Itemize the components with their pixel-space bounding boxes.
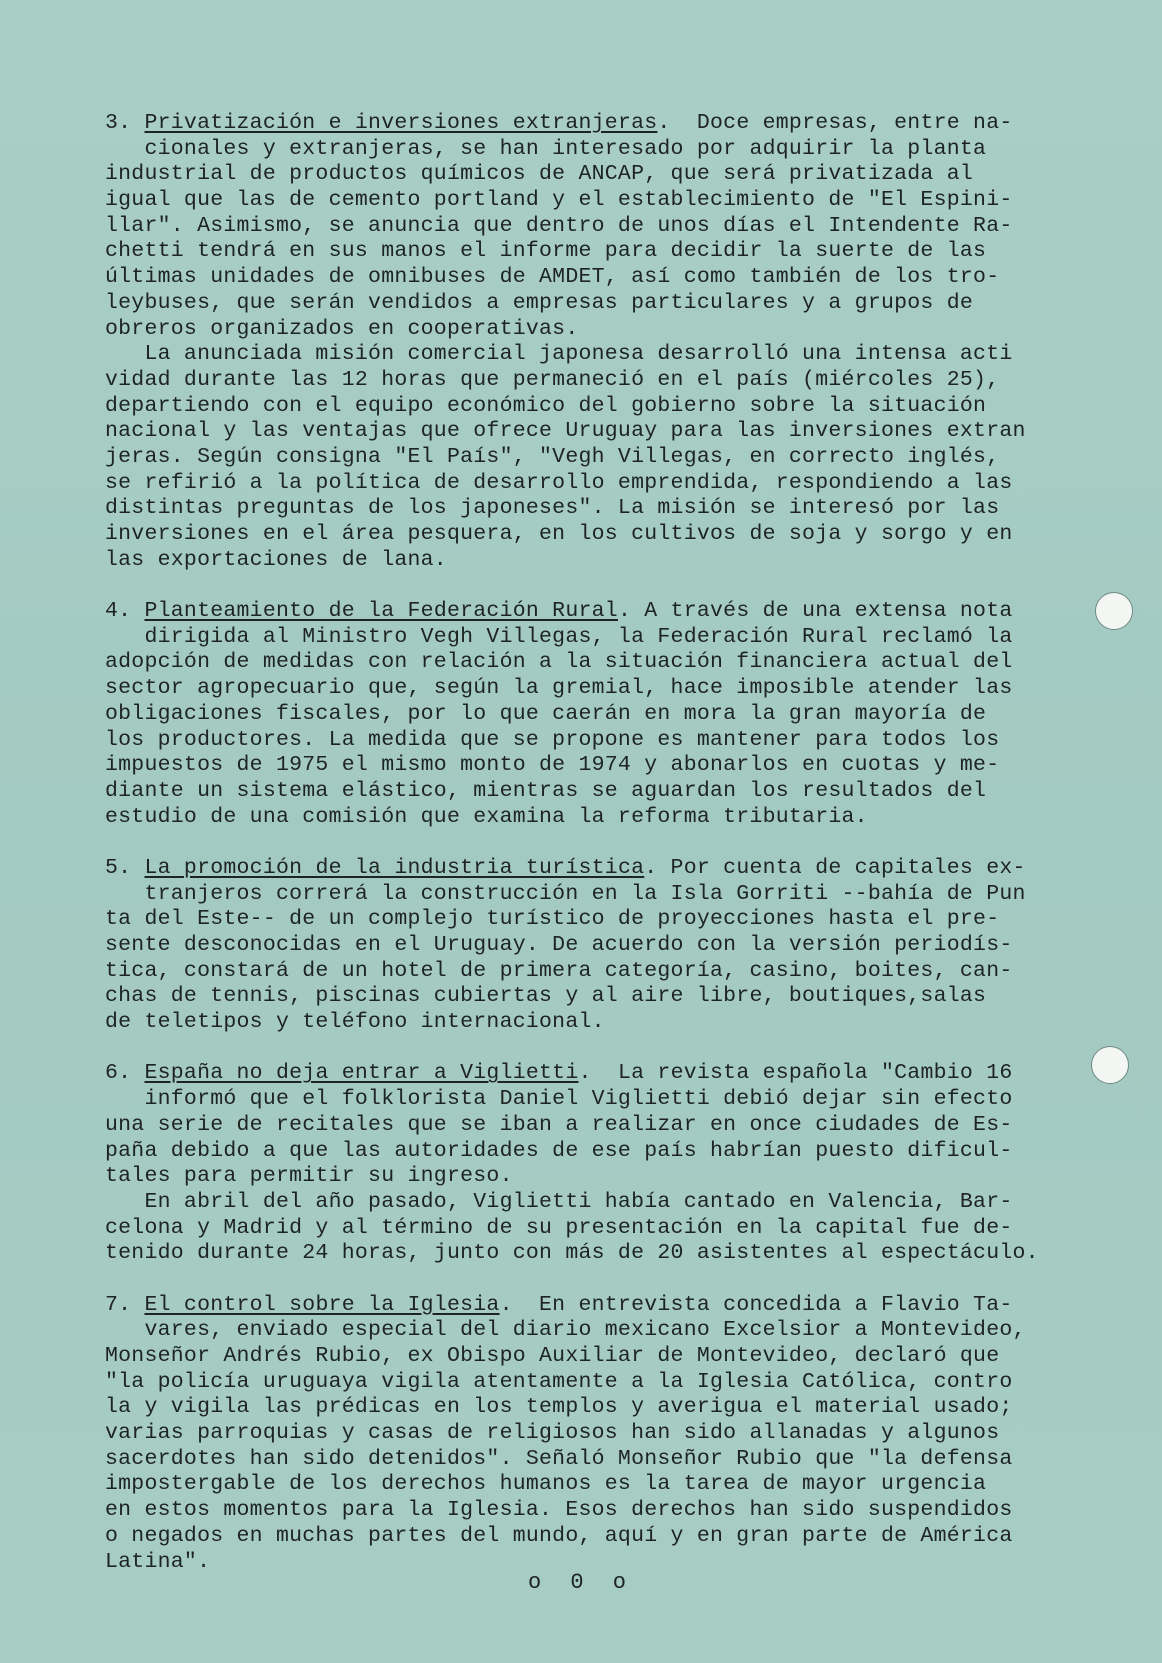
text-line: [105, 753, 1125, 779]
section-number: 7.: [105, 1292, 145, 1317]
line-text: sacerdotes han sido detenidos". Señaló Monseñor Rubio que "la defensa: [105, 1446, 1013, 1471]
line-text: "la policía uruguaya vigila atentamente a la Iglesia Católica, contro: [105, 1369, 1013, 1394]
text-line: [105, 1421, 1125, 1447]
text-line: [105, 1139, 1125, 1165]
paragraph: [105, 856, 1125, 1036]
text-line: [105, 1216, 1125, 1242]
line-text: industrial de productos químicos de ANCAP, que será privatizada al: [105, 162, 974, 187]
line-text: paña debido a que las autoridades de ese país habrían puesto dificul-: [105, 1138, 1013, 1163]
text-line: [105, 111, 1125, 137]
line-text: adopción de medidas con relación a la situación financiera actual del: [105, 650, 1013, 675]
section-gap: [105, 830, 1125, 856]
text-line: [105, 1190, 1125, 1216]
line-text: en estos momentos para la Iglesia. Esos derechos han sido suspendidos: [105, 1498, 1013, 1523]
text-line: [105, 933, 1125, 959]
text-line: [105, 239, 1125, 265]
line-text: estudio de una comisión que examina la reforma tributaria.: [105, 804, 868, 829]
line-text: llar". Asimismo, se anuncia que dentro de unos días el Intendente Ra-: [105, 213, 1013, 238]
line-text: Latina".: [105, 1549, 211, 1574]
line-text: Monseñor Andrés Rubio, ex Obispo Auxiliar de Montevideo, declaró que: [105, 1344, 1000, 1368]
text-line: [105, 1010, 1125, 1036]
text-line: [105, 394, 1125, 420]
text-line: [105, 676, 1125, 702]
paragraph: [105, 599, 1125, 830]
text-line: [105, 702, 1125, 728]
text-line: [105, 1318, 1125, 1344]
line-text: obligaciones fiscales, por lo que caerán en mora la gran mayoría de: [105, 701, 987, 726]
line-text: . En entrevista concedida a Flavio Ta-: [499, 1292, 1013, 1317]
line-text: En abril del año pasado, Viglietti había cantado en Valencia, Bar-: [105, 1189, 1013, 1214]
line-text: varias parroquias y casas de religiosos han sido allanadas y algunos: [105, 1421, 1000, 1446]
paragraph: [105, 1190, 1125, 1267]
line-text: cionales y extranjeras, se han interesado por adquirir la planta: [105, 136, 987, 161]
paragraph: [105, 111, 1125, 342]
text-line: [105, 548, 1125, 574]
text-line: [105, 1164, 1125, 1190]
line-text: se refirió a la política de desarrollo emprendida, respondiendo a las: [105, 470, 1013, 495]
line-text: tales para permitir su ingreso.: [105, 1164, 513, 1189]
line-text: las exportaciones de lana.: [105, 547, 447, 572]
line-text: impostergable de los derechos humanos es la tarea de mayor urgencia: [105, 1472, 987, 1497]
line-text: tranjeros correrá la construcción en la Isla Gorriti --bahía de Pun: [105, 881, 1026, 906]
text-line: [105, 1524, 1125, 1550]
section-s7: [105, 1293, 1125, 1576]
line-text: chetti tendrá en sus manos el informe para decidir la suerte de las: [105, 239, 987, 264]
line-text: chas de tennis, piscinas cubiertas y al aire libre, boutiques,salas: [105, 984, 987, 1009]
text-line: [105, 1061, 1125, 1087]
text-line: [105, 1370, 1125, 1396]
text-line: [105, 265, 1125, 291]
text-line: [105, 137, 1125, 163]
text-line: [105, 1087, 1125, 1113]
line-text: tenido durante 24 horas, junto con más de 20 asistentes al espectáculo.: [105, 1241, 1039, 1266]
section-number: 4.: [105, 599, 145, 624]
section-s3: [105, 111, 1125, 573]
section-heading: Planteamiento de la Federación Rural: [144, 599, 618, 624]
section-s4: [105, 599, 1125, 830]
text-line: [105, 805, 1125, 831]
line-text: jeras. Según consigna "El País", "Vegh Villegas, en correcto inglés,: [105, 444, 1000, 469]
line-text: . La revista española "Cambio 16: [578, 1061, 1013, 1086]
line-text: ta del Este-- de un complejo turístico de proyecciones hasta el pre-: [105, 907, 1000, 932]
section-number: 5.: [105, 855, 145, 880]
line-text: impuestos de 1975 el mismo monto de 1974 y abonarlos en cuotas y me-: [105, 753, 1000, 778]
text-line: [105, 959, 1125, 985]
text-line: [105, 650, 1125, 676]
text-line: [105, 419, 1125, 445]
text-line: [105, 342, 1125, 368]
line-text: últimas unidades de omnibuses de AMDET, así como también de los tro-: [105, 265, 1000, 290]
line-text: vares, enviado especial del diario mexicano Excelsior a Montevideo,: [105, 1318, 1026, 1343]
section-number: 3.: [105, 111, 145, 135]
paragraph: [105, 1293, 1125, 1576]
line-text: nacional y las ventajas que ofrece Uruguay para las inversiones extran: [105, 419, 1026, 444]
text-line: [105, 1395, 1125, 1421]
paragraph: [105, 1061, 1125, 1189]
section-gap: [105, 1267, 1125, 1293]
line-text: departiendo con el equipo económico del gobierno sobre la situación: [105, 393, 987, 418]
text-line: [105, 368, 1125, 394]
line-text: La anunciada misión comercial japonesa desarrolló una intensa acti: [105, 342, 1013, 367]
line-text: vidad durante las 12 horas que permaneció en el país (miércoles 25),: [105, 367, 1000, 392]
text-line: [105, 317, 1125, 343]
line-text: inversiones en el área pesquera, en los cultivos de soja y sorgo y en: [105, 522, 1013, 546]
line-text: celona y Madrid y al término de su presentación en la capital fue de-: [105, 1215, 1013, 1240]
text-line: [105, 1344, 1125, 1370]
page-footer-mark: o 0 o: [527, 1570, 634, 1595]
text-line: [105, 984, 1125, 1010]
section-gap: [105, 573, 1125, 599]
line-text: informó que el folklorista Daniel Viglietti debió dejar sin efecto: [105, 1087, 1013, 1112]
text-line: [105, 1241, 1125, 1267]
line-text: la y vigila las prédicas en los templos y averigua el material usado;: [105, 1395, 1013, 1420]
text-line: [105, 1447, 1125, 1473]
section-number: 6.: [105, 1061, 145, 1086]
section-s5: [105, 856, 1125, 1036]
text-line: [105, 214, 1125, 240]
section-gap: [105, 1036, 1125, 1062]
line-text: los productores. La medida que se propone es mantener para todos los: [105, 727, 1000, 752]
line-text: sector agropecuario que, según la gremial, hace imposible atender las: [105, 676, 1013, 701]
line-text: de teletipos y teléfono internacional.: [105, 1010, 605, 1035]
text-line: [105, 779, 1125, 805]
line-text: o negados en muchas partes del mundo, aquí y en gran parte de América: [105, 1523, 1013, 1548]
line-text: leybuses, que serán vendidos a empresas particulares y a grupos de: [105, 290, 974, 315]
line-text: . Por cuenta de capitales ex-: [644, 855, 1026, 880]
text-line: [105, 1293, 1125, 1319]
text-line: [105, 471, 1125, 497]
text-line: [105, 496, 1125, 522]
text-line: [105, 522, 1125, 548]
text-line: [105, 728, 1125, 754]
section-heading: Privatización e inversiones extranjeras: [144, 111, 658, 135]
section-heading: La promoción de la industria turística: [144, 855, 645, 880]
text-line: [105, 291, 1125, 317]
line-text: diante un sistema elástico, mientras se aguardan los resultados del: [105, 778, 987, 803]
line-text: tica, constará de un hotel de primera categoría, casino, boites, can-: [105, 958, 1013, 983]
line-text: distintas preguntas de los japoneses". La misión se interesó por las: [105, 496, 1000, 521]
section-s6: [105, 1061, 1125, 1267]
text-line: [105, 882, 1125, 908]
section-heading: El control sobre la Iglesia: [144, 1292, 500, 1317]
line-text: igual que las de cemento portland y el establecimiento de "El Espini-: [105, 188, 1013, 213]
text-line: [105, 1472, 1125, 1498]
text-line: [105, 599, 1125, 625]
text-line: [105, 625, 1125, 651]
section-heading: España no deja entrar a Viglietti: [144, 1061, 579, 1086]
line-text: una serie de recitales que se iban a realizar en once ciudades de Es-: [105, 1112, 1013, 1137]
text-line: [105, 188, 1125, 214]
line-text: . A través de una extensa nota: [617, 599, 1013, 624]
paragraph: [105, 342, 1125, 573]
line-text: dirigida al Ministro Vegh Villegas, la Federación Rural reclamó la: [105, 624, 1013, 649]
text-line: [105, 1498, 1125, 1524]
line-text: sente desconocidas en el Uruguay. De acuerdo con la versión periodís-: [105, 933, 1013, 957]
text-line: [105, 162, 1125, 188]
text-line: [105, 907, 1125, 933]
text-line: [105, 1113, 1125, 1139]
text-line: [105, 856, 1125, 882]
document-body: [105, 111, 1125, 1575]
line-text: . Doce empresas, entre na-: [657, 111, 1013, 135]
text-line: [105, 445, 1125, 471]
line-text: obreros organizados en cooperativas.: [105, 316, 579, 341]
